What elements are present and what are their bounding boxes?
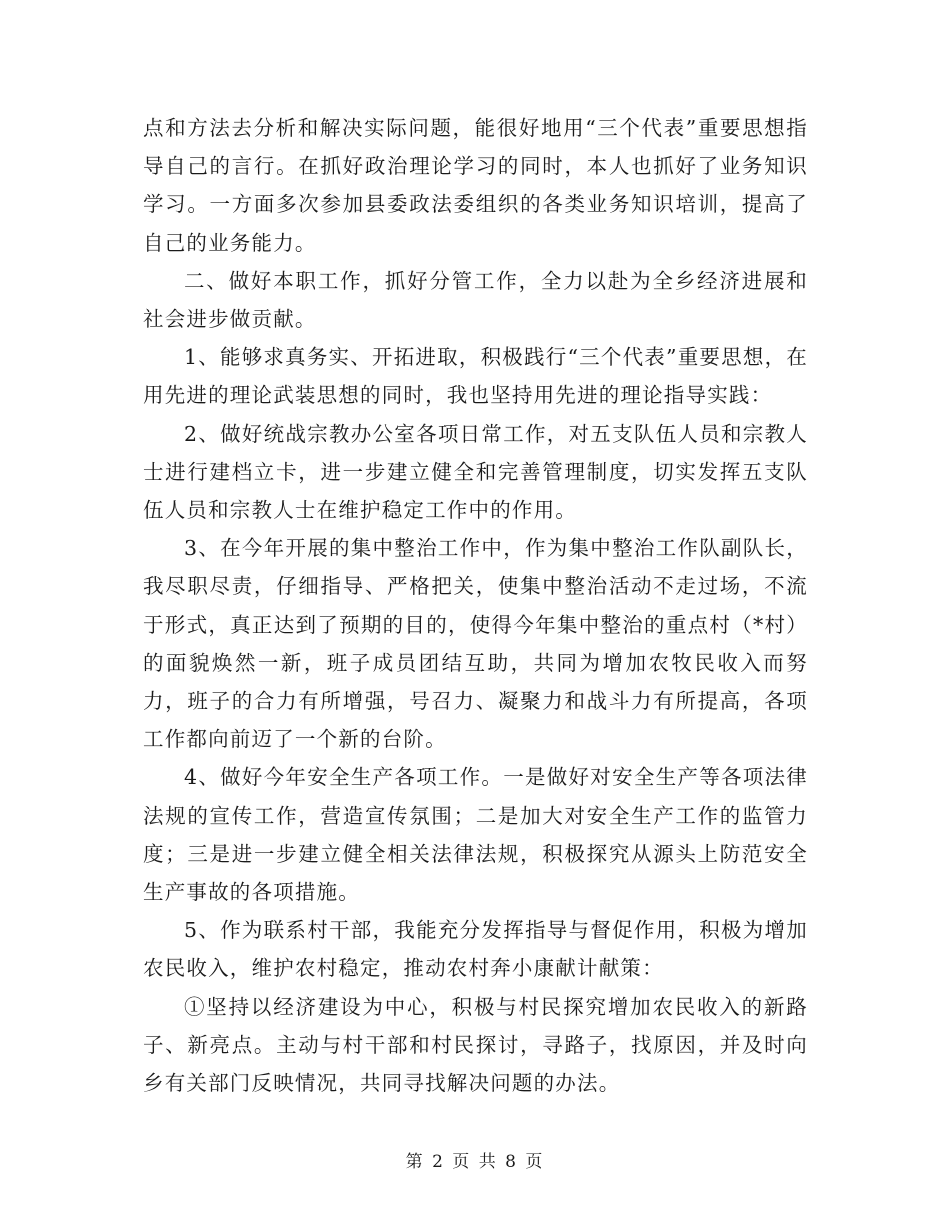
page-number-footer: 第 2 页 共 8 页: [405, 1152, 545, 1172]
document-body: [143, 109, 808, 1102]
paragraph-4: 2、做好统战宗教办公室各项日常工作，对五支队伍人员和宗教人士进行建档立卡，进一步建立健全和完善管理制度，切实发挥五支队伍人员和宗教人士在维护稳定工作中的作用。: [143, 421, 808, 523]
paragraph-8: ①坚持以经济建设为中心，积极与村民探究增加农民收入的新路子、新亮点。主动与村干部和村民探讨，寻路子，找原因，并及时向乡有关部门反映情况，共同寻找解决问题的办法。: [143, 994, 808, 1096]
paragraph-6: 4、做好今年安全生产各项工作。一是做好对安全生产等各项法律法规的宣传工作，营造宣传氛围；二是加大对安全生产工作的监管力度；三是进一步建立健全相关法律法规，积极探究从源头上防范安全生产事故的各项措施。: [143, 765, 808, 905]
paragraph-5: 3、在今年开展的集中整治工作中，作为集中整治工作队副队长，我尽职尽责，仔细指导、严格把关，使集中整治活动不走过场，不流于形式，真正达到了预期的目的，使得今年集中整治的重点村（*村）的面貌焕然一新，班子成员团结互助，共同为增加农牧民收入而努力，班子的合力有所增强，号召力、凝聚力和战斗力有所提高，各项工作都向前迈了一个新的台阶。: [143, 536, 808, 752]
paragraph-7: 5、作为联系村干部，我能充分发挥指导与督促作用，积极为增加农民收入，维护农村稳定，推动农村奔小康献计献策：: [143, 918, 808, 981]
paragraph-2: 二、做好本职工作，抓好分管工作，全力以赴为全乡经济进展和社会进步做贡献。: [143, 268, 808, 332]
paragraph-3: 1、能够求真务实、开拓进取，积极践行“三个代表”重要思想，在用先进的理论武装思想的同时，我也坚持用先进的理论指导实践：: [143, 345, 808, 408]
paragraph-1: 点和方法去分析和解决实际问题，能很好地用“三个代表”重要思想指导自己的言行。在抓好政治理论学习的同时，本人也抓好了业务知识学习。一方面多次参加县委政法委组织的各类业务知识培训，提高了自己的业务能力。: [143, 116, 808, 255]
